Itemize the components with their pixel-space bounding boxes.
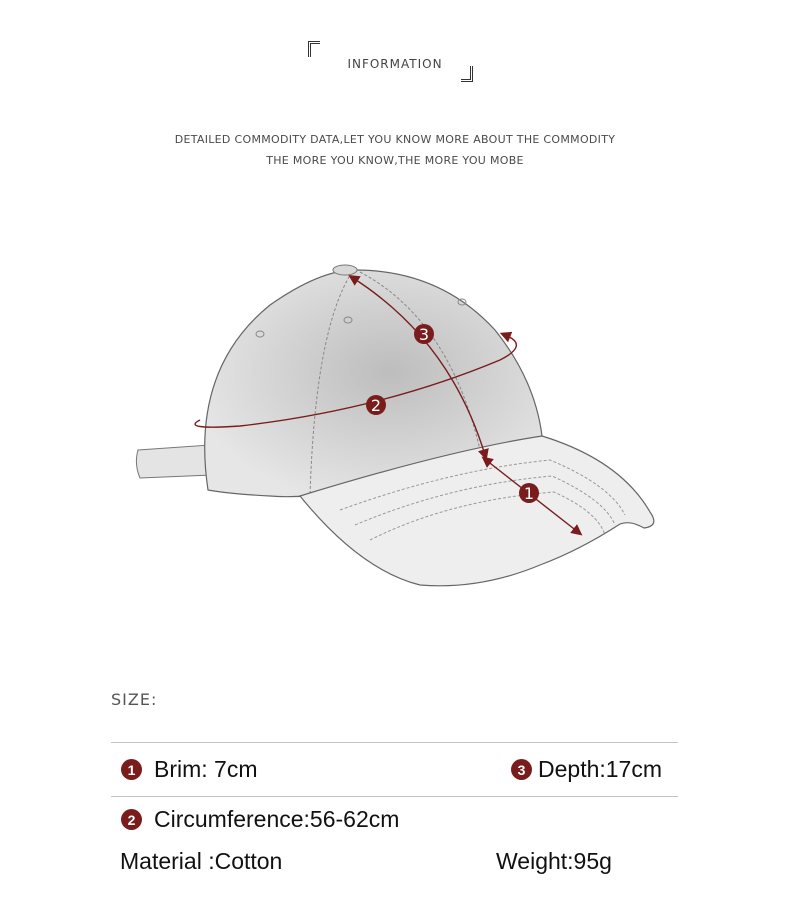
bracket-close-icon xyxy=(461,66,473,82)
subtitle-line-2: THE MORE YOU KNOW,THE MORE YOU MOBE xyxy=(266,154,524,167)
subtitle-line-1: DETAILED COMMODITY DATA,LET YOU KNOW MORE ABOUT THE COMMODITY xyxy=(174,133,616,146)
bracket-open-icon xyxy=(308,41,320,57)
spec-circumference xyxy=(121,806,399,833)
number-3-icon: 3 xyxy=(511,759,532,780)
size-label: SIZE: xyxy=(111,690,158,709)
number-2-icon: 2 xyxy=(121,809,142,830)
spec-circumference-text: Circumference:56-62cm xyxy=(154,806,400,832)
spec-depth xyxy=(511,756,662,783)
spec-depth-text: Depth:17cm xyxy=(538,756,663,782)
marker-2-icon xyxy=(366,395,386,415)
spec-brim-text: Brim: 7cm xyxy=(154,756,258,782)
spec-weight: Weight:95g xyxy=(496,848,612,874)
svg-text:2: 2 xyxy=(370,396,382,415)
info-title: INFORMATION xyxy=(347,57,443,71)
svg-text:3: 3 xyxy=(418,325,430,344)
cap-illustration-icon xyxy=(120,250,680,600)
spec-material: Material :Cotton xyxy=(120,848,283,874)
divider xyxy=(111,742,678,743)
spec-brim xyxy=(121,756,258,783)
divider xyxy=(111,796,678,797)
number-1-icon: 1 xyxy=(121,759,142,780)
cap-diagram xyxy=(120,250,680,600)
svg-text:1: 1 xyxy=(523,484,535,503)
marker-1-icon xyxy=(519,483,539,503)
marker-3-icon xyxy=(414,324,434,344)
